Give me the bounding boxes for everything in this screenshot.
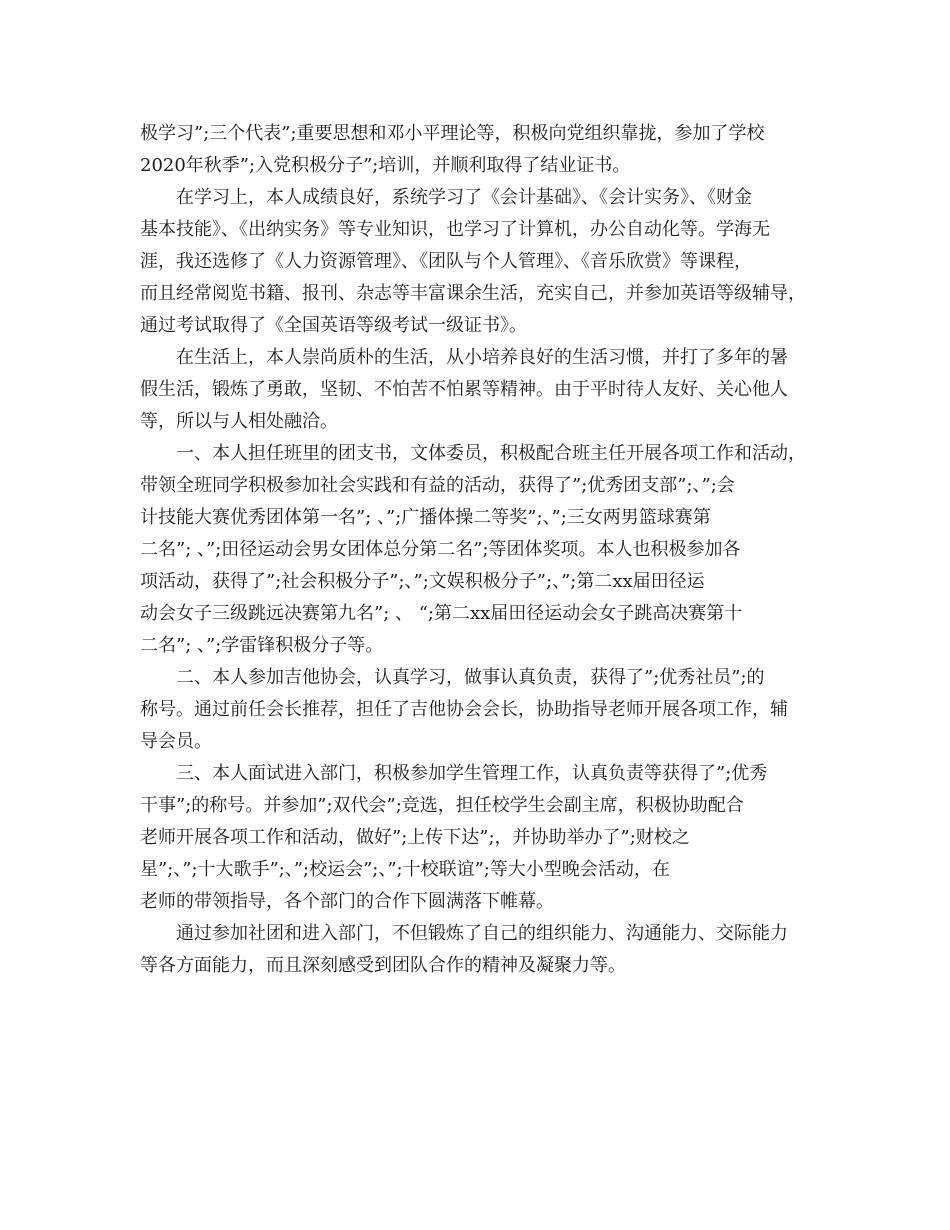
text-line: 导会员。	[140, 731, 212, 752]
text-line: 星”;、”;十大歌手”;、”;校运会”;、”;十校联谊”;等大小型晚会活动，在	[140, 859, 670, 880]
text-line: 基本技能》、《出纳实务》等专业知识，也学习了计算机，办公自动化等。学海无	[140, 219, 770, 240]
text-line: 在学习上，本人成绩良好，系统学习了《会计基础》、《会计实务》、《财金	[176, 187, 752, 208]
text-line: 一、本人担任班里的团支书，文体委员，积极配合班主任开展各项工作和活动，	[176, 443, 806, 464]
text-line: 通过考试取得了《全国英语等级考试一级证书》。	[140, 315, 527, 336]
text-line: 假生活，锻炼了勇敢，坚韧、不怕苦不怕累等精神。由于平时待人友好、关心他人	[140, 379, 788, 400]
text-line: 等，所以与人相处融洽。	[140, 411, 338, 432]
text-line: 二名”; 、”;学雷锋积极分子等。	[140, 635, 384, 656]
document-body	[140, 118, 820, 982]
text-line: 涯，我还选修了《人力资源管理》、《团队与个人管理》、《音乐欣赏》等课程，	[140, 251, 752, 272]
text-line: 带领全班同学积极参加社会实践和有益的活动，获得了”;优秀团支部”;、”;会	[140, 475, 735, 496]
text-line: 通过参加社团和进入部门，不但锻炼了自己的组织能力、沟通能力、交际能力	[176, 923, 788, 944]
text-line: 计技能大赛优秀团体第一名”; 、”;广播体操二等奖”;、”;三女两男篮球赛第	[140, 507, 711, 528]
text-line: 二、本人参加吉他协会，认真学习，做事认真负责，获得了”;优秀社员”;的	[176, 667, 765, 688]
text-line: 老师开展各项工作和活动，做好”;上传下达”;，并协助举办了”;财校之	[140, 827, 690, 848]
text-line: 动会女子三级跳远决赛第九名”; 、 “;第二xx届田径运动会女子跳高决赛第十	[140, 603, 743, 624]
text-line: 三、本人面试进入部门，积极参加学生管理工作，认真负责等获得了”;优秀	[176, 763, 768, 784]
text-line: 极学习”;三个代表”;重要思想和邓小平理论等，积极向党组织靠拢，参加了学校	[140, 123, 765, 144]
text-line: 干事”;的称号。并参加”;双代会”;竞选，担任校学生会副主席，积极协助配合	[140, 795, 744, 816]
text-line: 老师的带领指导，各个部门的合作下圆满落下帷幕。	[140, 891, 554, 912]
text-line: 项活动，获得了”;社会积极分子”;、”;文娱积极分子”;、”;第二xx届田径运	[140, 571, 705, 592]
text-line: 2020年秋季”;入党积极分子”;培训，并顺利取得了结业证书。	[140, 155, 631, 176]
text-line: 在生活上，本人崇尚质朴的生活，从小培养良好的生活习惯，并打了多年的暑	[176, 347, 788, 368]
text-line: 二名”; 、”;田径运动会男女团体总分第二名”;等团体奖项。本人也积极参加各	[140, 539, 741, 560]
text-line: 称号。通过前任会长推荐，担任了吉他协会会长，协助指导老师开展各项工作，辅	[140, 699, 788, 720]
text-line: 等各方面能力，而且深刻感受到团队合作的精神及凝聚力等。	[140, 955, 626, 976]
text-line: 而且经常阅览书籍、报刊、杂志等丰富课余生活，充实自己，并参加英语等级辅导，	[140, 283, 806, 304]
